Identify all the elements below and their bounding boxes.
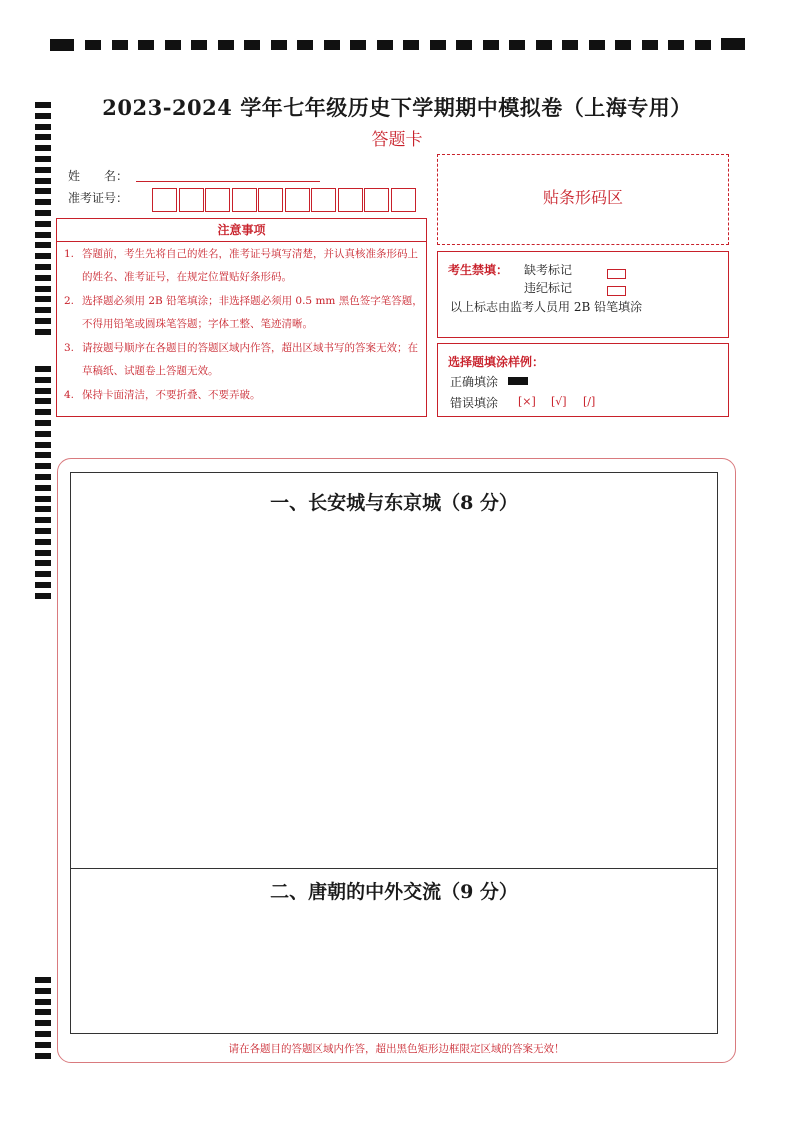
timing-mark: [668, 40, 684, 50]
timing-mark: [403, 40, 419, 50]
timing-mark: [85, 40, 101, 50]
timing-mark: [35, 275, 51, 281]
prohibited-label: 考生禁填：: [448, 263, 509, 277]
notice-item: [64, 384, 424, 407]
timing-mark: [377, 40, 393, 50]
notice-heading: 注意事项: [57, 219, 426, 242]
timing-mark: [35, 398, 51, 404]
notice-item: [64, 290, 424, 336]
timing-mark: [456, 40, 472, 50]
wrong-mark-check: [√]: [551, 395, 567, 408]
timing-mark: [35, 442, 51, 448]
timing-mark: [35, 329, 51, 335]
timing-mark: [35, 463, 51, 469]
violation-mark-checkbox[interactable]: [607, 280, 626, 299]
fill-example-box: [437, 343, 729, 417]
notice-item: [64, 243, 424, 289]
notice-item-number: 1.: [64, 248, 75, 260]
timing-mark: [35, 1009, 51, 1015]
timing-mark: [35, 232, 51, 238]
notice-item-number: 4.: [64, 389, 75, 401]
notice-item-number: 3.: [64, 342, 75, 354]
id-digit-cell[interactable]: [285, 188, 310, 212]
timing-mark: [35, 210, 51, 216]
timing-mark: [35, 366, 51, 372]
section-divider: [70, 868, 718, 869]
name-field[interactable]: [136, 180, 320, 182]
timing-mark: [35, 988, 51, 994]
timing-mark: [35, 167, 51, 173]
timing-mark: [271, 40, 287, 50]
name-label: 姓 名：: [68, 169, 129, 183]
timing-mark: [35, 377, 51, 383]
prohibited-box: [437, 251, 729, 338]
timing-mark: [35, 296, 51, 302]
timing-mark: [695, 40, 711, 50]
timing-mark: [589, 40, 605, 50]
id-digit-cell[interactable]: [364, 188, 389, 212]
section-2-title: 二、唐朝的中外交流（9 分）: [270, 881, 518, 903]
wrong-mark-cross: [×]: [518, 395, 536, 408]
timing-mark: [35, 485, 51, 491]
timing-mark: [35, 517, 51, 523]
timing-mark: [35, 977, 51, 983]
timing-mark: [165, 40, 181, 50]
timing-mark: [35, 307, 51, 313]
wrong-fill-label: 错误填涂: [450, 396, 499, 410]
notice-box: [56, 218, 427, 417]
timing-mark: [509, 40, 525, 50]
notice-item: [64, 337, 424, 383]
timing-mark: [35, 999, 51, 1005]
timing-mark: [35, 474, 51, 480]
timing-mark: [138, 40, 154, 50]
timing-mark: [297, 40, 313, 50]
id-digit-cell[interactable]: [311, 188, 336, 212]
section-1-title: 一、长安城与东京城（8 分）: [270, 492, 518, 514]
id-digit-cell[interactable]: [391, 188, 416, 212]
timing-mark: [35, 506, 51, 512]
timing-mark: [35, 539, 51, 545]
timing-mark: [112, 40, 128, 50]
id-label: 准考证号：: [68, 191, 129, 205]
timing-mark: [35, 1053, 51, 1059]
notice-item-text: 选择题必须用 2B 铅笔填涂；非选择题必须用 0.5 mm 黑色签字笔答题，不得用铅笔或圆珠笔答题；字体工整、笔迹清晰。: [82, 295, 423, 330]
timing-mark: [35, 253, 51, 259]
notice-item-text: 请按题号顺序在各题目的答题区域内作答，超出区域书写的答案无效；在草稿纸、试题卷上答题无效。: [82, 342, 418, 377]
id-digit-cell[interactable]: [232, 188, 257, 212]
timing-mark: [483, 40, 499, 50]
timing-mark: [35, 582, 51, 588]
timing-mark: [721, 38, 745, 50]
timing-mark: [35, 318, 51, 324]
timing-mark: [430, 40, 446, 50]
timing-mark: [35, 156, 51, 162]
notice-item-text: 答题前，考生先将自己的姓名，准考证号填写清楚，并认真核准条形码上的姓名、准考证号，在规定位置贴好条形码。: [82, 248, 418, 283]
timing-mark: [244, 40, 260, 50]
id-digit-cell[interactable]: [338, 188, 363, 212]
notice-item-text: 保持卡面清洁，不要折叠、不要弄破。: [82, 389, 261, 401]
violation-mark-label: 违纪标记: [524, 281, 573, 295]
wrong-mark-slash: [/]: [583, 395, 596, 408]
id-digit-cell[interactable]: [179, 188, 204, 212]
timing-mark: [50, 39, 74, 51]
notice-item-number: 2.: [64, 295, 75, 307]
timing-mark: [35, 431, 51, 437]
timing-mark: [35, 199, 51, 205]
timing-mark: [350, 40, 366, 50]
correct-fill-sample: [508, 377, 528, 385]
timing-mark: [35, 242, 51, 248]
timing-mark: [35, 420, 51, 426]
timing-mark: [324, 40, 340, 50]
timing-mark: [35, 1020, 51, 1026]
timing-mark: [35, 571, 51, 577]
timing-mark: [218, 40, 234, 50]
correct-fill-label: 正确填涂: [450, 375, 499, 389]
barcode-area[interactable]: 贴条形码区: [437, 154, 729, 245]
timing-mark: [615, 40, 631, 50]
page-title: 2023-2024 学年七年级历史下学期期中模拟卷（上海专用）: [102, 95, 692, 120]
timing-mark: [642, 40, 658, 50]
timing-mark: [191, 40, 207, 50]
timing-mark: [35, 1031, 51, 1037]
prohibited-note: 以上标志由监考人员用 2B 铅笔填涂: [450, 300, 643, 314]
timing-mark: [562, 40, 578, 50]
timing-mark: [35, 264, 51, 270]
timing-mark: [35, 528, 51, 534]
timing-mark: [35, 560, 51, 566]
answer-area[interactable]: [70, 472, 718, 1034]
timing-mark: [35, 286, 51, 292]
timing-mark: [35, 593, 51, 599]
timing-mark: [536, 40, 552, 50]
id-digit-cell[interactable]: [205, 188, 230, 212]
timing-mark: [35, 452, 51, 458]
timing-mark: [35, 550, 51, 556]
timing-mark: [35, 409, 51, 415]
timing-mark: [35, 178, 51, 184]
absent-mark-label: 缺考标记: [524, 263, 573, 277]
page-subtitle: 答题卡: [371, 130, 423, 150]
fill-example-heading: 选择题填涂样例：: [448, 355, 545, 369]
timing-mark: [35, 496, 51, 502]
answer-footnote: 请在各题目的答题区域内作答，超出黑色矩形边框限定区域的答案无效！: [228, 1043, 565, 1055]
timing-mark: [35, 388, 51, 394]
timing-mark: [35, 188, 51, 194]
timing-mark: [35, 1042, 51, 1048]
id-digit-cell[interactable]: [258, 188, 283, 212]
id-digit-cell[interactable]: [152, 188, 177, 212]
timing-mark: [35, 221, 51, 227]
